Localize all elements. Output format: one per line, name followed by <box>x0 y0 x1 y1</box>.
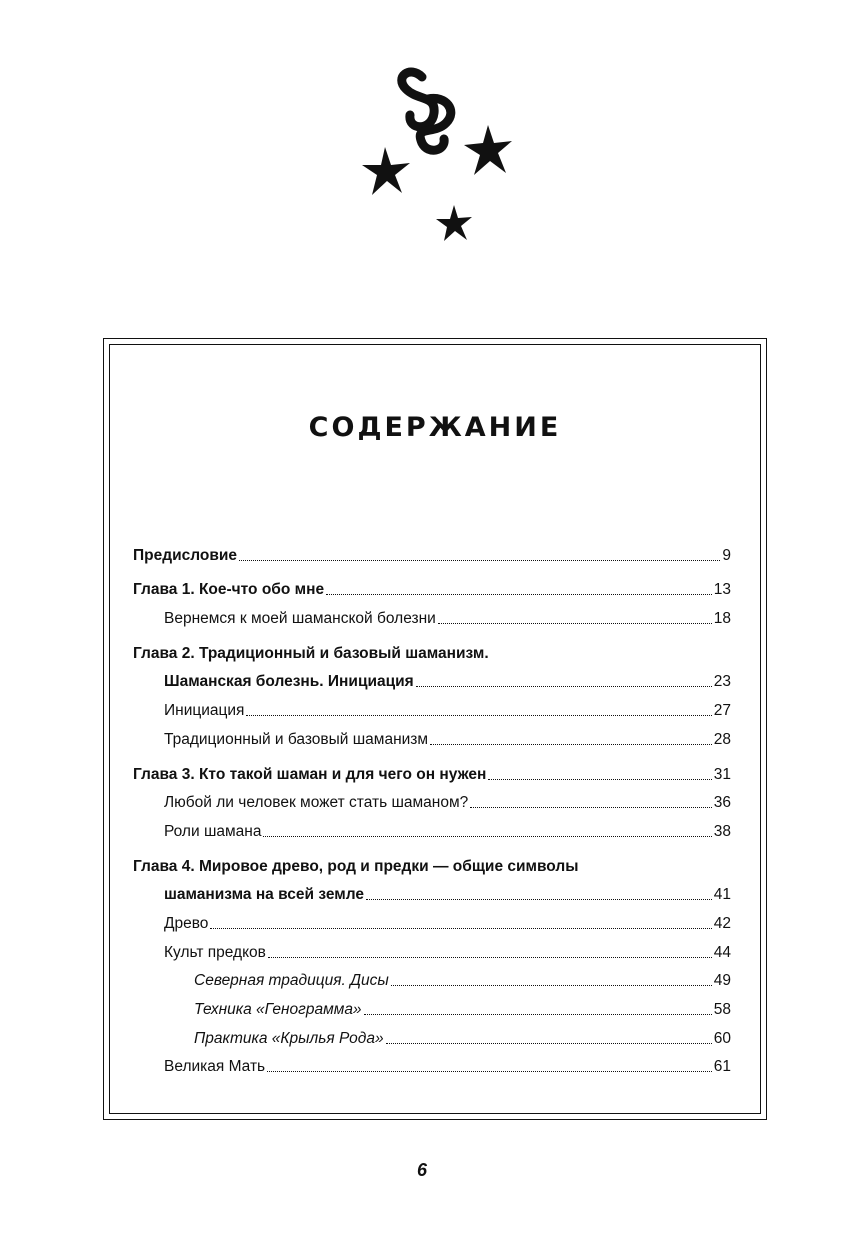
toc-entry-section[interactable] <box>133 904 731 933</box>
toc-entry-title: Великая Мать <box>164 1058 266 1076</box>
ornament-stars-swirl-icon <box>350 55 530 255</box>
dot-leader <box>386 1043 712 1044</box>
star-icon-left <box>362 147 410 195</box>
toc-entry-section[interactable] <box>133 599 731 628</box>
toc-entry-title: Культ предков <box>164 943 266 961</box>
toc-entry-chapter-2[interactable] <box>133 634 731 663</box>
toc-entry-section[interactable] <box>133 691 731 720</box>
dot-leader <box>239 560 720 561</box>
toc-entry-section[interactable] <box>133 720 731 749</box>
toc-entry-page: 28 <box>713 730 731 748</box>
toc-entry-page: 27 <box>713 702 731 720</box>
dot-leader <box>267 1071 712 1072</box>
dot-leader <box>364 1014 712 1015</box>
dot-leader <box>268 957 712 958</box>
toc-entry-title: Техника «Генограмма» <box>194 1001 362 1018</box>
toc-entry-page: 9 <box>722 546 731 564</box>
toc-entry-title: Глава 3. Кто такой шаман и для чего он нужен <box>133 765 487 783</box>
toc-entry-subsection[interactable] <box>133 962 731 991</box>
toc-entry-section[interactable] <box>133 812 731 841</box>
toc-group <box>133 634 731 749</box>
toc-entry-title: Инициация <box>164 702 245 720</box>
toc-entry-page: 60 <box>713 1029 731 1047</box>
toc-group <box>133 847 731 1077</box>
toc-entry-chapter-2-cont[interactable] <box>133 663 731 692</box>
toc-entry-title: Практика «Крылья Рода» <box>194 1029 384 1047</box>
toc-entry-page: 36 <box>713 794 731 812</box>
toc-group <box>133 536 731 565</box>
dot-leader <box>366 899 712 900</box>
toc-entry-page: 38 <box>713 822 731 840</box>
toc-frame <box>103 338 767 1120</box>
toc-entry-title: Любой ли человек может стать шаманом? <box>164 794 469 812</box>
toc-entry-title: Глава 4. Мировое древо, род и предки — общие символы <box>133 857 579 875</box>
toc-list <box>133 536 731 1082</box>
toc-entry-subsection[interactable] <box>133 1019 731 1048</box>
toc-entry-preface[interactable] <box>133 536 731 565</box>
dot-leader <box>246 715 711 716</box>
dot-leader <box>263 836 711 837</box>
dot-leader <box>488 779 711 780</box>
toc-entry-title: Древо <box>164 914 209 932</box>
toc-entry-page: 41 <box>713 886 731 904</box>
toc-entry-page: 49 <box>713 972 731 990</box>
toc-entry-page: 18 <box>713 610 731 628</box>
toc-group <box>133 571 731 628</box>
toc-entry-title: Глава 1. Кое-что обо мне <box>133 581 325 599</box>
toc-entry-section[interactable] <box>133 784 731 813</box>
toc-entry-page: 31 <box>713 765 731 783</box>
toc-entry-chapter-3[interactable] <box>133 755 731 784</box>
toc-entry-page: 42 <box>713 914 731 932</box>
toc-entry-title: шаманизма на всей земле <box>164 886 364 904</box>
toc-entry-title: Предисловие <box>133 546 238 564</box>
star-icon-bottom <box>436 205 472 241</box>
toc-entry-page: 13 <box>713 581 731 599</box>
toc-entry-chapter-4[interactable] <box>133 847 731 876</box>
toc-entry-title: Роли шамана <box>164 822 262 840</box>
dot-leader <box>438 623 712 624</box>
star-icon-right <box>464 125 512 175</box>
toc-entry-section[interactable] <box>133 1048 731 1077</box>
toc-entry-title: Глава 2. Традиционный и базовый шаманизм. <box>133 644 489 662</box>
dot-leader <box>326 594 712 595</box>
toc-entry-page: 58 <box>713 1001 731 1018</box>
page-number: 6 <box>416 1160 427 1180</box>
toc-entry-page: 23 <box>713 673 731 691</box>
dot-leader <box>416 686 712 687</box>
toc-entry-title: Северная традиция. Дисы <box>194 972 389 990</box>
toc-entry-title: Традиционный и базовый шаманизм <box>164 730 429 748</box>
toc-entry-page: 61 <box>713 1058 731 1076</box>
toc-entry-page: 44 <box>713 943 731 961</box>
dot-leader <box>391 985 712 986</box>
toc-entry-title: Вернемся к моей шаманской болезни <box>164 610 436 628</box>
dot-leader <box>430 744 712 745</box>
toc-entry-subsection[interactable] <box>133 990 731 1019</box>
toc-group <box>133 755 731 841</box>
dot-leader <box>210 928 711 929</box>
toc-entry-chapter-1[interactable] <box>133 571 731 600</box>
toc-entry-section[interactable] <box>133 933 731 962</box>
toc-entry-title: Шаманская болезнь. Инициация <box>164 673 414 691</box>
toc-heading: содержание <box>308 401 562 445</box>
dot-leader <box>470 807 711 808</box>
toc-entry-chapter-4-cont[interactable] <box>133 876 731 905</box>
